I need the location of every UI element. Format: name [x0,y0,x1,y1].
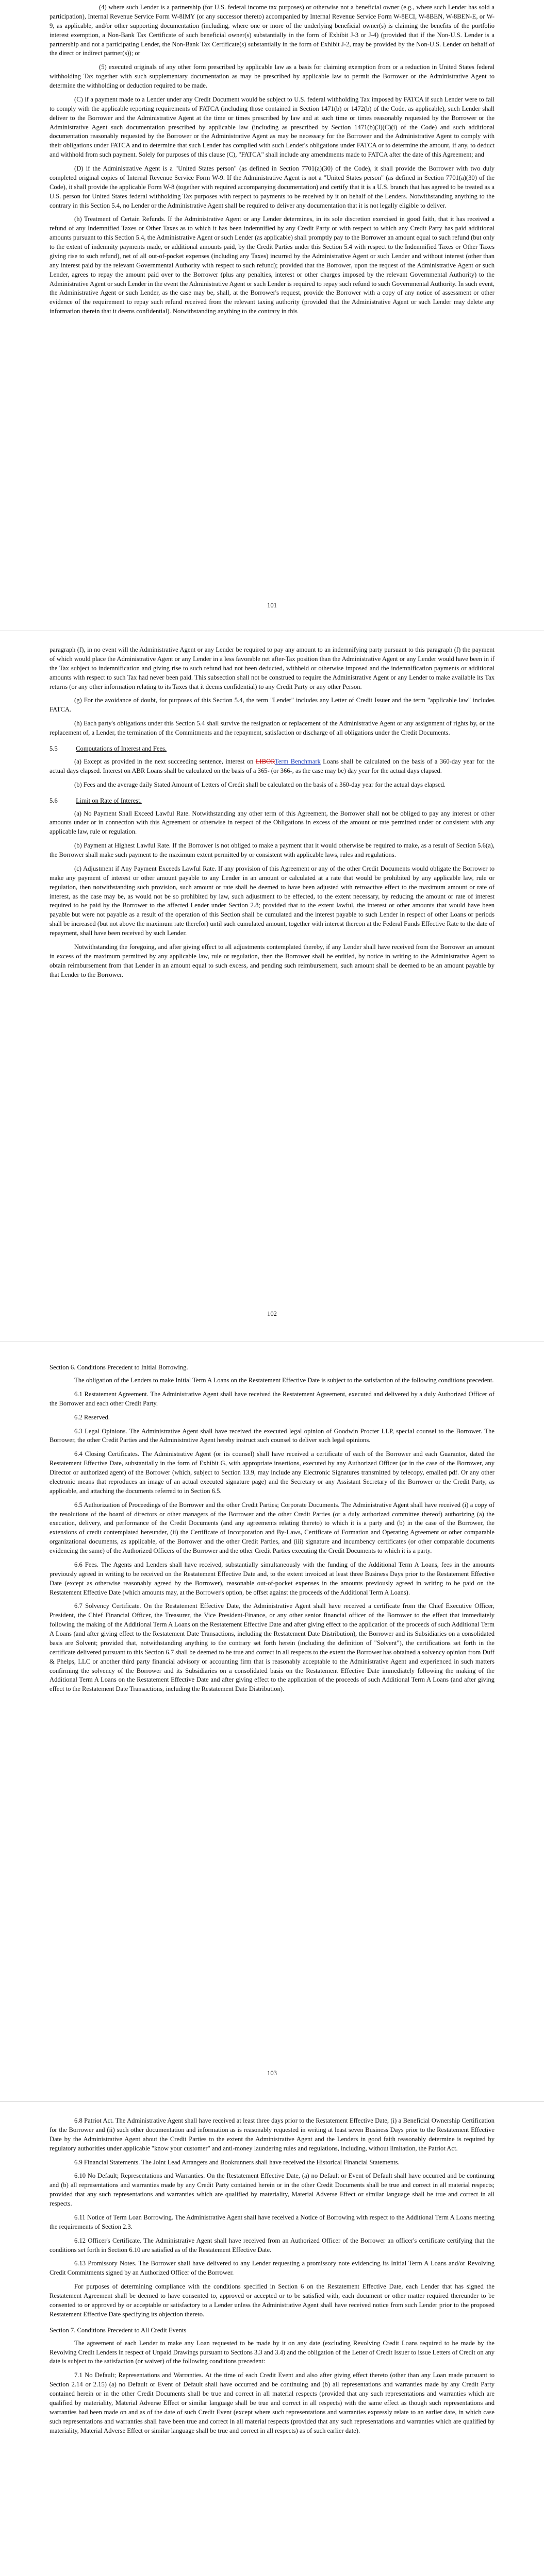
condition-6-12: 6.12 Officer's Certificate. The Administrative Agent shall have received from an Authorized Officer of the Borrower an officer's certificate certifying that the conditions set forth in Section 6.10 are satisfied as of the Restatement Effective Date. [50,2236,494,2253]
condition-7-1: 7.1 No Default; Representations and Warranties. At the time of each Credit Event and also after giving effect thereto (other than any Loan made pursuant to Section 2.14 or 2.15) (a) no Default or Event of Default shall have occurred and be continuing and (b) all representations and warranties made by any Credit Party contained herein or in the other Credit Documents shall be true and correct in all material respects (provided that any such representations and warranties which are qualified by materiality, Material Adverse Effect or similar language shall be true and correct in all respects) with the same effect as though such representations and warranties had been made on and as of the date of such Credit Event (except where such representations and warranties expressly relate to an earlier date, in which case such representations and warranties shall have been true and correct in all material respects (provided that any such representations and warranties which are qualified by materiality, Material Adverse Effect or similar language shall be true and correct in all respects) as of such earlier date). [50,2371,494,2434]
section-number: 5.6 [50,796,58,804]
deemed-consent-paragraph: For purposes of determining compliance with the conditions specified in Section 6 on the Restatement Effective Date, each Lender that has signed the Restatement Agreement shall be deemed to have consented to, approved or accepted or to be satisfied with, each document or other matter required thereunder to be consented to or approved by or acceptable or satisfactory to a Lender unless the Administrative Agent shall have received notice from such Lender prior to the proposed Restatement Effective Date specifying its objection thereto. [50,2283,494,2318]
redline-deleted: LIBOR [255,757,275,765]
adjustment-paragraph: (c) Adjustment if Any Payment Exceeds Lawful Rate. If any provision of this Agreement or any of the other Credit Documents would obligate the Borrower to make any payment of interest or other amount payable to any Lender in an amount or calculated at a rate that would be prohibited by any applicable law, rule or regulation, then notwithstanding such provision, such amount or rate shall be deemed to have been adjusted with retroactive effect to the maximum amount or rate of interest, as the case may be, as would not be so prohibited by law, such adjustment to be effected, to the extent necessary, by reducing the amount or rate of interest required to be paid by the Borrower to the affected Lender under Section 2.8; provided that to the extent lawful, the interest or other amounts that would have been payable but were not payable as a result of the operation of this Section shall be cumulated and the interest payable to such Lender in respect of other Loans or periods shall be increased (but not above the maximum rate therefor) until such cumulated amount, together with interest thereon at the Federal Funds Effective Rate to the date of repayment, shall have been received by such Lender. [50,865,494,937]
clause-4-paragraph: (4) where such Lender is a partnership (for U.S. federal income tax purposes) or otherwise not a beneficial owner (e.g., where such Lender has sold a participation), Internal Revenue Service Form W-8IMY (or any successor thereto) accompanied by Internal Revenue Service Form W-8ECI, W-8BEN, W-8BEN-E, or W-9, as applicable, and/or other supporting documentation (including, where one or more of the underlying beneficial owner(s) is claiming the benefits of the portfolio interest exemption, a Non-Bank Tax Certificate of such beneficial owner(s) substantially in the form of Exhibit J-3 or J-4) (provided that if the Non-U.S. Lender is a partnership and not a participating Lender, the Non-Bank Tax Certificate(s) substantially in the form of Exhibit J-2, may be provided by the Non-U.S. Lender on behalf of the direct or indirect partner(s)); or [50,4,494,57]
redline-inserted: Term Benchmark [274,757,321,765]
fees-calc-paragraph: (b) Fees and the average daily Stated Amount of Letters of Credit shall be calculated on the basis of a 360-day year for the actual days elapsed. [74,781,446,788]
condition-6-8: 6.8 Patriot Act. The Administrative Agent shall have received at least three days prior to the Restatement Effective Date, (i) a Beneficial Ownership Certification for the Borrower and (ii) such other documentation and information as is reasonably requested in writing at least seven Business Days prior to the Restatement Effective Date by the Administrative Agent about the Credit Parties to the extent the Administrative Agent and the Lenders in good faith reasonably determine is required by regulatory authorities under applicable "know your customer" and anti-money laundering rules and regulations, including, without limitation, the Patriot Act. [50,2117,494,2152]
highest-rate-paragraph: (b) Payment at Highest Lawful Rate. If the Borrower is not obliged to make a payment that it would otherwise be required to make, as a result of Section 5.6(a), the Borrower shall make such payment to the maximum extent permitted by or consistent with applicable laws, rules and regulations. [50,842,494,858]
section-heading-5-6 [50,797,494,805]
interest-calc-text: (a) Except as provided in the next succeeding sentence, interest on LIBORTerm Benchmark Loans shall be calculated on the basis of a 360-day year for the actual days elapsed. Interest on ABR Loans shall be calculated on the basis of a 365- (or 366-, as the case may be) day year for the actual days elapsed. [50,757,494,774]
condition-6-7: 6.7 Solvency Certificate. On the Restatement Effective Date, the Administrative Agent shall have received a certificate from the Chief Executive Officer, President, the Chief Financial Officer, the Treasurer, the Vice President-Finance, or any other senior financial officer of the Borrower to the effect that immediately following the making of the Additional Term A Loans on the Restatement Effective Date and after giving effect to the application of the proceeds of such Additional Term A Loans (and after giving effect to the Restatement Date Transactions, including the Restatement Date Distribution), the Borrower and its Subsidiaries on a consolidated basis are Solvent; provided that, notwithstanding anything to the contrary set forth herein (including the definition of "Solvent"), the certifications set forth in the certificate delivered pursuant to this Section 6.7 shall be deemed to be true and correct in all respects to the extent the Borrower has obtained a solvency opinion from Duff & Phelps, LLC or another third party financial advisory or accounting firm that is reasonably acceptable to the Administrative Agent and experienced in such matters confirming the solvency of the Borrower and its Subsidiaries on a consolidated basis on the Restatement Effective Date immediately following the making of the Additional Term A Loans on the Restatement Effective Date and after giving effect to the application of the proceeds of such Additional Term A Loans (and after giving effect to the Restatement Date Transactions, including the Restatement Date Distribution). [50,1602,494,1693]
page-body [50,2116,494,2440]
section-title: Limit on Rate of Interest. [76,796,142,804]
condition-6-6: 6.6 Fees. The Agents and Lenders shall have received, substantially simultaneously with the funding of the Additional Term A Loans, fees in the amounts previously agreed in writing to be received on the Restatement Effective Date and, to the extent invoiced at least three Business Days prior to the Restatement Effective Date (except as otherwise reasonably agreed by the Borrower), reasonable out-of-pocket expenses in the amounts previously agreed in writing to be paid on the Restatement Effective Date (which amounts may, at the Borrower's option, be offset against the proceeds of the Additional Term A Loans). [50,1561,494,1596]
document-page-104 [0,2102,544,2576]
lawful-rate-paragraph: (a) No Payment Shall Exceed Lawful Rate. Notwithstanding any other term of this Agreement, the Borrower shall not be obliged to pay any interest or other amounts under or in connection with this Agreement or otherwise in respect of the Obligations in excess of the amount or rate permitted under or consistent with any applicable law, rule or regulation. [50,809,494,836]
section-7-intro: The agreement of each Lender to make any Loan requested to be made by it on any date (excluding Revolving Credit Loans required to be made by the Revolving Credit Lenders in respect of Unpaid Drawings pursuant to Sections 3.3 and 3.4) and the obligation of the Letter of Credit Issuer to issue Letters of Credit on any date is subject to the satisfaction (or waiver) of the following conditions precedent: [50,2339,494,2365]
page-body [50,646,494,984]
section-heading-5-5 [50,745,494,753]
section-6-heading: Section 6. Conditions Precedent to Initial Borrowing. [50,1364,188,1371]
document-page-103 [0,1342,544,2102]
condition-6-5: 6.5 Authorization of Proceedings of the Borrower and the other Credit Parties; Corporate Documents. The Administrative Agent shall have received (i) a copy of the resolutions of the board of directors or other managers of the Borrower and the other Credit Parties (or a duly authorized committee thereof) authorizing (a) the execution, delivery, and performance of the Credit Documents (and any agreements relating thereto) to which it is a party and (b) in the case of the Borrower, the extensions of credit contemplated hereunder, (ii) the Certificate of Incorporation and By-Laws, Certificate of Formation and Operating Agreement or other comparable organizational documents, as applicable, of the Borrower and the other Credit Parties, and (iii) signature and incumbency certificates (or other comparable documents evidencing the same) of the Authorized Officers of the Borrower and the other Credit Parties executing the Credit Documents to which it is a party. [50,1501,494,1554]
clause-g-paragraph: (g) For the avoidance of doubt, for purposes of this Section 5.4, the term "Lender" includes any Letter of Credit Issuer and the term "applicable law" includes FATCA. [50,697,494,714]
interest-calc-paragraph [50,757,494,776]
clause-h-paragraph: (h) Each party's obligations under this Section 5.4 shall survive the resignation or replacement of the Administrative Agent or any assignment of rights by, or the replacement of, a Lender, the termination of the Commitments and the repayment, satisfaction or discharge of all obligations under the Credit Documents. [50,720,494,736]
condition-6-10: 6.10 No Default; Representations and Warranties. On the Restatement Effective Date, (a) no Default or Event of Default shall have occurred and be continuing and (b) all representations and warranties made by any Credit Party contained herein or in the other Credit Documents shall be true and correct in all material respects; provided that any such representations and warranties which are qualified by materiality, Material Adverse Effect or similar language shall be true and correct in all respects. [50,2172,494,2207]
clause-5-paragraph: (5) executed originals of any other form prescribed by applicable law as a basis for claiming exemption from or a reduction in United States federal withholding Tax together with such supplementary documentation as may be prescribed by applicable law to permit the Borrower or the Administrative Agent to determine the withholding or deduction required to be made. [50,63,494,89]
page-body [50,1357,494,1699]
condition-6-11: 6.11 Notice of Term Loan Borrowing. The Administrative Agent shall have received a Notice of Borrowing with respect to the Additional Term A Loans meeting the requirements of Section 2.3. [50,2213,494,2230]
clause-d-paragraph: (D) if the Administrative Agent is a "United States person" (as defined in Section 7701(a)(30) of the Code), it shall provide the Borrower with two duly completed original copies of Internal Revenue Service Form W-9. If the Administrative Agent is not a "United States person" (as defined in Section 7701(a)(30) of the Code), it shall provide the applicable Form W-8 (together with required accompanying documentation) and certify that it is a U.S. branch that has agreed to be treated as a U.S. person for United States federal withholding Tax purposes with respect to payments to be received by it on behalf of the Lenders. Notwithstanding anything to the contrary in this Section 5.4, no Lender or the Administrative Agent shall be required to deliver any documentation that it is not legally eligible to deliver. [50,165,494,209]
condition-6-3: 6.3 Legal Opinions. The Administrative Agent shall have received the executed legal opinion of Goodwin Procter LLP, special counsel to the Borrower. The Borrower, the other Credit Parties and the Administrative Agent hereby instruct such counsel to deliver such legal opinions. [50,1427,494,1444]
reimbursement-paragraph: Notwithstanding the foregoing, and after giving effect to all adjustments contemplated thereby, if any Lender shall have received from the Borrower an amount in excess of the maximum permitted by any applicable law, rule or regulation, then the Borrower shall be entitled, by notice in writing to the Administrative Agent to obtain reimbursement from that Lender in an amount equal to such excess, and pending such reimbursement, such amount shall be deemed to be an amount payable by that Lender to the Borrower. [50,943,494,978]
section-title: Computations of Interest and Fees. [76,744,167,752]
section-7-heading: Section 7. Conditions Precedent to All Credit Events [50,2326,187,2334]
document-page-102 [0,631,544,1342]
clause-f-refunds-paragraph: (h) Treatment of Certain Refunds. If the Administrative Agent or any Lender determines, in its sole discretion exercised in good faith, that it has received a refund of any Indemnified Taxes or Other Taxes as to which it has been indemnified by any Credit Party or with respect to which any Credit Party has paid additional amounts pursuant to this Section 5.4, the Administrative Agent or such Lender (as applicable) shall promptly pay to the Borrower an amount equal to such refund (but only to the extent of indemnity payments made, or additional amounts paid, by the Credit Parties under this Section 5.4 with respect to the Indemnified Taxes or Other Taxes giving rise to such refund), net of all out-of-pocket expenses (including any Taxes) incurred by the Administrative Agent or such Lender and without interest (other than any interest paid by the relevant Governmental Authority with respect to such refund); provided that the Borrower, upon the request of the Administrative Agent or such Lender, agrees to repay the amount paid over to the Borrower (plus any penalties, interest or other charges imposed by the relevant Governmental Authority) to the Administrative Agent or such Lender in the event the Administrative Agent or such Lender is required to repay such refund to such Governmental Authority. In such event, the Administrative Agent or such Lender, as the case may be, shall, at the Borrower's request, provide the Borrower with a copy of any notice of assessment or other evidence of the requirement to repay such refund received from the relevant taxing authority (provided that the Administrative Agent or such Lender may delete any information therein that it deems confidential). Notwithstanding anything to the contrary in this [50,215,494,315]
document-page-101 [0,0,544,631]
section-number: 5.5 [50,744,58,752]
page-number: 102 [267,1310,277,1317]
condition-6-1: 6.1 Restatement Agreement. The Administrative Agent shall have received the Restatement Agreement, executed and delivered by a duly Authorized Officer of the Borrower and each other Credit Party. [50,1390,494,1407]
section-6-intro: The obligation of the Lenders to make Initial Term A Loans on the Restatement Effective Date is subject to the satisfaction of the following conditions precedent. [74,1377,494,1384]
clause-c-paragraph: (C) if a payment made to a Lender under any Credit Document would be subject to U.S. federal withholding Tax imposed by FATCA if such Lender were to fail to comply with the applicable reporting requirements of FATCA (including those contained in Section 1471(b) or 1472(b) of the Code, as applicable), such Lender shall deliver to the Borrower and the Administrative Agent at the time or times prescribed by law and at such time or times reasonably requested by the Borrower or the Administrative Agent such documentation prescribed by applicable law (including as prescribed by Section 1471(b)(3)(C)(i) of the Code) and such additional documentation reasonably requested by the Borrower or the Administrative Agent as may be necessary for the Borrower and the Administrative Agent to comply with their obligations under FATCA and to determine that such Lender has complied with such Lender's obligations under FATCA or to determine the amount, if any, to deduct and withhold from such payment. Solely for purposes of this clause (C), "FATCA" shall include any amendments made to FATCA after the date of this Agreement; and [50,95,494,159]
page-body [50,3,494,321]
condition-6-9: 6.9 Financial Statements. The Joint Lead Arrangers and Bookrunners shall have received the Historical Financial Statements. [74,2158,400,2166]
page-number: 101 [267,602,277,609]
condition-6-13: 6.13 Promissory Notes. The Borrower shall have delivered to any Lender requesting a promissory note evidencing its Initial Term A Loans and/or Revolving Credit Commitments signed by an Authorized Officer of the Borrower. [50,2260,494,2277]
refund-continuation-paragraph: paragraph (f), in no event will the Administrative Agent or any Lender be required to pay any amount to an indemnifying party pursuant to this paragraph (f) the payment of which would place the Administrative Agent or any Lender in a less favorable net after-Tax position than the Administrative Agent or any Lender would have been in if the Tax subject to indemnification and giving rise to such refund had not been deducted, withheld or otherwise imposed and the indemnification payments or additional amounts with respect to such Tax had never been paid. This subsection shall not be construed to require the Administrative Agent or any Lender to make available its Tax returns (or any other information relating to its Taxes that it deems confidential) to any Credit Party or any other Person. [50,646,494,690]
condition-6-4: 6.4 Closing Certificates. The Administrative Agent (or its counsel) shall have received a certificate of each of the Borrower and each Guarantor, dated the Restatement Effective Date, substantially in the form of Exhibit G, with appropriate insertions, executed by any Authorized Officer (or in the case of the Borrower, any Director or authorized agent) of the Borrower (which, subject to Section 13.9, may include any Electronic Signatures transmitted by telecopy, emailed pdf. Or any other electronic means that reproduces an image of an actual executed signature page) and the Secretary or any Assistant Secretary of the Borrower or the Credit Party, as applicable, and attaching the documents referred to in Section 6.5. [50,1450,494,1495]
condition-6-2: 6.2 Reserved. [74,1413,110,1421]
page-number: 103 [267,2070,277,2077]
